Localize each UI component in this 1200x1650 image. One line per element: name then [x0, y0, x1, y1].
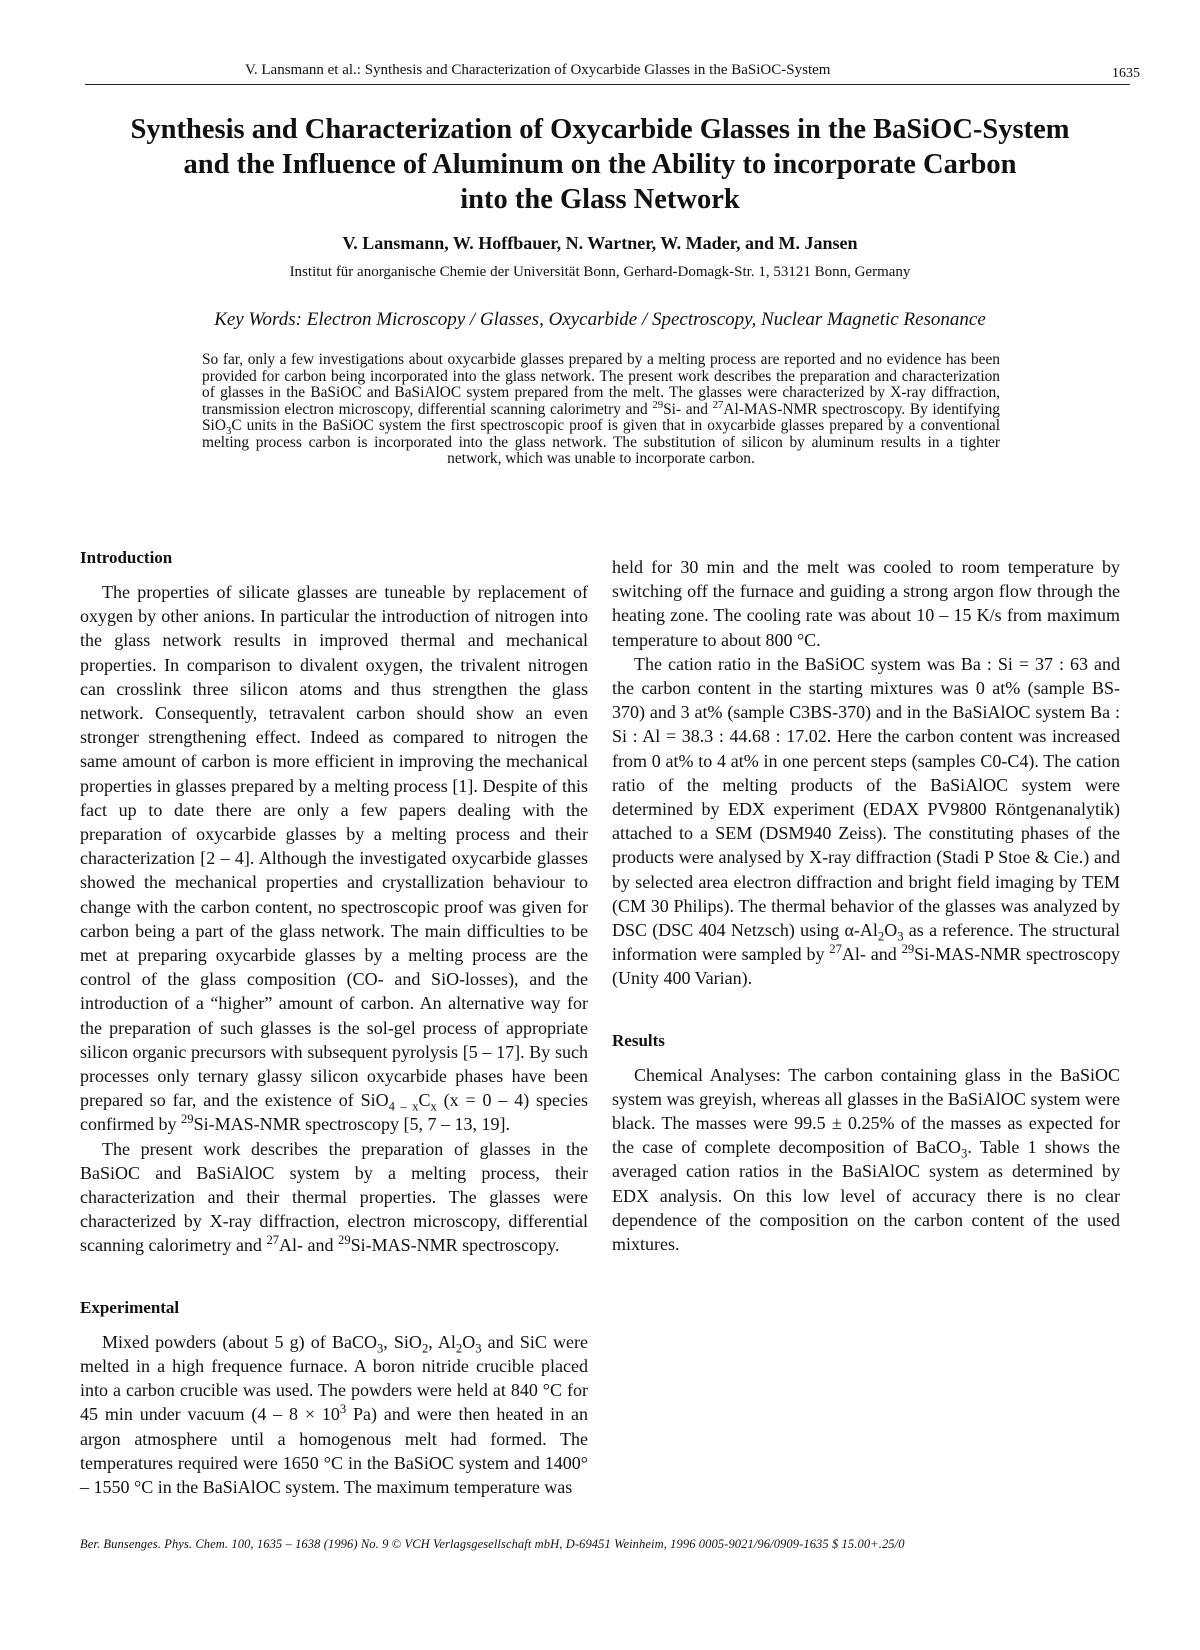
title-line-3: into the Glass Network — [460, 184, 740, 215]
page-number: 1635 — [1112, 66, 1140, 81]
introduction-paragraph-1: The properties of silicate glasses are tuneable by replacement of oxygen by other anions. In particular the introduction of nitrogen into the glass network results in improved thermal and mechanical properties. In comparison to divalent oxygen, the trivalent nitrogen can crosslink three silicon atoms and thus strengthen the glass network. Consequently, tetravalent carbon should show an even stronger strengthening effect. Indeed as compared to nitrogen the same amount of carbon is more efficient in improving the mechanical properties in glasses prepared by a melting process [1]. Despite of this fact up to date there are only a few papers dealing with the preparation of oxycarbide glasses by a melting process and their characterization [2 – 4]. Although the investigated oxycarbide glasses showed the mechanical properties and crystallization behaviour to change with the carbon content, no spectroscopic proof was given for carbon being a part of the glass network. The main difficulties to be met at preparing oxycarbide glasses by a melting process are the control of the glass composition (CO- and SiO-losses), and the introduction of a “higher” amount of carbon. An alternative way for the preparation of such glasses is the sol-gel process of appropriate silicon organic precursors with subsequent pyrolysis [5 – 17]. By such processes only ternary glassy silicon oxycarbide phases have been prepared so far, and the existence of $SiO_{4 - x}C_x$ (x = 0 – 4) species confirmed by $^{29}$Si-MAS-NMR spectroscopy [5, 7 – 13, 19]. — [80, 582, 589, 1135]
left-column — [80, 548, 588, 1499]
article-title — [60, 112, 1140, 217]
title-line-2: and the Influence of Aluminum on the Ability to incorporate Carbon — [183, 149, 1017, 180]
title-line-1: Synthesis and Characterization of Oxycarbide Glasses in the BaSiOC-System — [130, 114, 1070, 145]
running-header — [85, 58, 1140, 85]
experimental-paragraph-1-continued: held for 30 min and the melt was cooled to room temperature by switching off the furnace and guiding a strong argon flow through the heating zone. The cooling rate was about 10 – 15 K/s from maximum temperature to about 800 °C. — [612, 557, 1121, 650]
right-column — [612, 555, 1120, 1256]
running-header-title: V. Lansmann et al.: Synthesis and Characterization of Oxycarbide Glasses in the BaSiOC-System — [245, 62, 831, 78]
keywords: Key Words: Electron Microscopy / Glasses, Oxycarbide / Spectroscopy, Nuclear Magnetic Resonance — [214, 309, 986, 330]
experimental-heading: Experimental — [80, 1297, 180, 1317]
author-list: V. Lansmann, W. Hoffbauer, N. Wartner, W. Mader, and M. Jansen — [342, 233, 858, 253]
results-paragraph-1: Chemical Analyses: The carbon containing glass in the BaSiOC system was greyish, whereas all glasses in the BaSiAlOC system were black. The masses were 99.5 ± 0.25% of the masses as expected for the case of complete decomposition of BaCO$_3$. Table 1 shows the averaged cation ratios in the BaSiAlOC system as determined by EDX analysis. On this low level of accuracy there is no clear dependence of the composition on the carbon content of the used mixtures. — [612, 1064, 1120, 1255]
citation-footer: Ber. Bunsenges. Phys. Chem. 100, 1635 – 1638 (1996) No. 9 © VCH Verlagsgesellschaft mbH, D-69451 Weinheim, 1996 0005-9021/96/0909-1635 $ 15.00+.25/0 — [80, 1537, 905, 1551]
experimental-paragraph-2: The cation ratio in the BaSiOC system was Ba : Si = 37 : 63 and the carbon content in the starting mixtures was 0 at% (sample BS-370) and 3 at% (sample C3BS-370) and in the BaSiAlOC system Ba : Si : Al = 38.3 : 44.68 : 17.02. Here the carbon content was increased from 0 at% to 4 at% in one percent steps (samples C0-C4). The cation ratio of the melting products of the BaSiAlOC system were determined by EDX experiment (EDAX PV9800 Röntgenanalytik) attached to a SEM (DSM940 Zeiss). The constituting phases of the products were analysed by X-ray diffraction (Stadi P Stoe & Cie.) and by selected area electron diffraction and bright field imaging by TEM (CM 30 Philips). The thermal behavior of the glasses was analyzed by DSC (DSC 404 Netzsch) using $\alpha-Al_2O_3$ as a reference. The structural information were sampled by $^{27}$Al- and $^{29}$Si-MAS-NMR spectroscopy (Unity 400 Varian). — [612, 653, 1120, 989]
results-heading: Results — [612, 1030, 665, 1050]
abstract: So far, only a few investigations about oxycarbide glasses prepared by a melting process are reported and no evidence has been provided for carbon being incorporated into the glass network. The present work describes the preparation and characterization of glasses in the BaSiOC and BaSiAlOC system prepared from the melt. The glasses were characterized by X-ray diffraction, transmission electron microscopy, differential scanning calorimetry and $^{29}$Si- and $^{27}$Al-MAS-NMR spectroscopy. By identifying SiO$_3$C units in the BaSiOC system the first spectroscopic proof is given that in oxycarbide glasses prepared by a conventional melting process carbon is incorporated into the glass network. The substitution of silicon by aluminum results in a tighter network, which was unable to incorporate carbon. — [202, 351, 1000, 467]
introduction-paragraph-2: The present work describes the preparation of glasses in the BaSiOC and BaSiAlOC system by a melting process, their characterization and their thermal properties. The glasses were characterized by X-ray diffraction, electron microscopy, differential scanning calorimetry and $^{27}$Al- and $^{29}$Si-MAS-NMR spectroscopy. — [80, 1138, 588, 1256]
experimental-paragraph-1: Mixed powders (about 5 g) of BaCO$_3$, SiO$_2$, $Al_2O_3$ and SiC were melted in a high frequence furnace. A boron nitride crucible placed into a carbon crucible was used. The powders were held at 840 °C for 45 min under vacuum ($4 - 8 \times 10^3$ Pa) and were then heated in an argon atmosphere until a homogenous melt had formed. The temperatures required were 1650 °C in the BaSiOC system and 1400° – 1550 °C in the BaSiAlOC system. The maximum temperature was — [80, 1331, 588, 1497]
introduction-heading: Introduction — [80, 548, 173, 567]
affiliation: Institut für anorganische Chemie der Universität Bonn, Gerhard-Domagk-Str. 1, 53121 Bonn, Germany — [289, 264, 911, 280]
